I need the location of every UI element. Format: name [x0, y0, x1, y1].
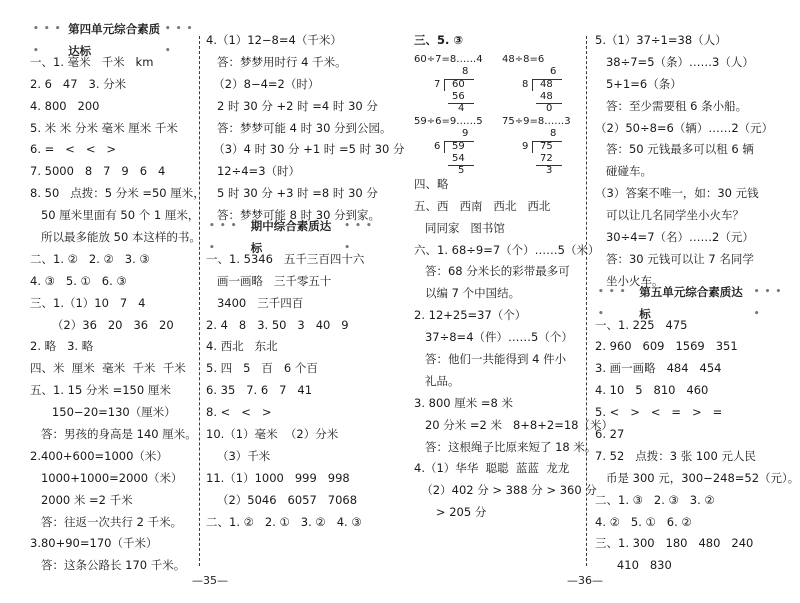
- answer-line: 答：梦梦可能 4 时 30 分到公园。: [206, 120, 392, 135]
- answer-line: 二、1. ② 2. ① 3. ② 4. ③: [206, 514, 362, 529]
- long-division: [414, 116, 498, 176]
- answer-line: 4. 西北 东北: [206, 339, 278, 354]
- page-number: —35—: [192, 574, 228, 587]
- division-bracket-side: [532, 79, 533, 91]
- section-header-three: 三、5. ③: [414, 33, 464, 47]
- division-equation: 59÷6=9……5: [414, 115, 483, 127]
- answer-line: 碰碰车。: [595, 164, 652, 179]
- answer-line: 答：50 元钱最多可以租 6 辆: [595, 142, 754, 157]
- answer-line: 四、略: [414, 176, 449, 191]
- answer-line: 答：梦梦可能 8 时 30 分到家。: [206, 208, 381, 223]
- section-title-text: 第五单元综合素质达标: [639, 284, 743, 321]
- remainder: 0: [546, 102, 553, 114]
- page-number: —36—: [567, 574, 603, 587]
- answer-line: 六、1. 68÷9=7（个）……5（米）: [414, 242, 600, 257]
- answer-line: 答：30 元钱可以让 7 名同学: [595, 251, 754, 266]
- answer-line: > 205 分: [414, 505, 487, 520]
- answer-line: 2. 略 3. 略: [30, 339, 94, 354]
- answer-line: （2）8−4=2（时）: [206, 76, 320, 91]
- division-bracket-side: [444, 141, 445, 153]
- answer-line: 150−20=130（厘米）: [30, 405, 176, 420]
- section-title-text: 期中综合素质达标: [250, 219, 332, 255]
- product: 56: [452, 90, 465, 102]
- answer-line: 5.（1）37÷1=38（人）: [595, 33, 727, 47]
- answer-line: 2000 米 =2 千米: [30, 492, 133, 507]
- section-title-text: 第四单元综合素质达标: [68, 22, 161, 58]
- answer-line: 3. 800 厘米 =8 米: [414, 395, 513, 410]
- answer-line: 37÷8=4（件）……5（个）: [414, 330, 573, 345]
- answer-line: 二、1. ② 2. ② 3. ③: [30, 251, 150, 266]
- answer-line: 7. 52 点拨：3 张 100 元人民: [595, 448, 756, 463]
- answer-line: 3. 画一画略 484 454: [595, 361, 722, 376]
- division-bracket-side: [444, 79, 445, 91]
- long-division: [502, 116, 586, 176]
- answer-line: 5+1=6（条）: [595, 76, 682, 91]
- remainder: 3: [546, 164, 553, 176]
- product: 48: [540, 90, 553, 102]
- answer-line: 6. 27: [595, 427, 625, 442]
- answer-line: （2）402 分 > 388 分 > 360 分: [414, 483, 597, 498]
- answer-line: 410 830: [595, 558, 672, 573]
- answer-line: 三、1.（1）10 7 4: [30, 295, 146, 310]
- dividend: 60: [452, 78, 465, 90]
- page35-left-column: [30, 22, 205, 577]
- answer-line: 7. 5000 8 7 9 6 4: [30, 164, 166, 179]
- answer-line: 坐小火车。: [595, 273, 664, 288]
- quotient: 8: [462, 65, 469, 77]
- answer-line: （3）4 时 30 分 +1 时 =5 时 30 分: [206, 142, 405, 157]
- page35-right-column: [206, 30, 405, 533]
- long-division: [502, 54, 586, 114]
- long-division: [414, 54, 498, 114]
- answer-line: 5. 米 米 分米 毫米 厘米 千米: [30, 120, 178, 135]
- answer-line: 6. = < < >: [30, 142, 117, 157]
- answer-line: 12÷4=3（时）: [206, 164, 301, 179]
- answer-line: 10.（1）毫米 （2）分米: [206, 427, 339, 442]
- quotient: 6: [550, 65, 557, 77]
- page-36: [400, 0, 800, 603]
- division-bracket-side: [532, 141, 533, 153]
- quotient: 9: [462, 127, 469, 139]
- division-equation: 75÷9=8……3: [502, 115, 571, 127]
- answer-line: 一、1. 5346 五千三百四十六: [206, 251, 365, 266]
- answer-line: 画一画略 三千零五十: [206, 273, 332, 288]
- answer-line: 3400 三千四百: [206, 295, 304, 310]
- dots-decoration: • • • •: [164, 24, 194, 56]
- answer-line: （2）5046 6057 7068: [206, 492, 358, 507]
- column-divider: [199, 36, 200, 566]
- division-equation: 60÷7=8……4: [414, 53, 483, 65]
- answer-line: 币是 300 元，300−248=52（元）。: [595, 470, 800, 485]
- answer-line: 答：梦梦用时行 4 千米。: [206, 54, 347, 69]
- answer-line: 30÷4=7（名）……2（元）: [595, 230, 754, 245]
- divisor: 9: [522, 140, 529, 152]
- answer-line: 一、1. 225 475: [595, 317, 688, 332]
- answer-line: 四、米 厘米 毫米 千米 千米: [30, 361, 186, 376]
- dividend: 48: [540, 78, 553, 90]
- answer-line: 五、西 西南 西北 西北: [414, 198, 551, 213]
- dividend: 59: [452, 140, 465, 152]
- answer-line: 2. 12+25=37（个）: [414, 308, 527, 323]
- answer-line: 可以让几名同学坐小火车？: [595, 208, 744, 223]
- answer-line: 答：男孩的身高是 140 厘米。: [30, 427, 197, 442]
- quotient: 8: [550, 127, 557, 139]
- answer-line: 3.80+90=170（千米）: [30, 536, 158, 551]
- answer-line: 2. 960 609 1569 351: [595, 339, 738, 354]
- answer-line: （2）36 20 36 20: [30, 317, 174, 332]
- answer-line: 5. 四 5 百 6 个百: [206, 361, 318, 376]
- dots-decoration: • • • •: [33, 24, 62, 56]
- answer-line: 4.（1）12−8=4（千米）: [206, 33, 342, 47]
- page36-right-column: [595, 30, 800, 577]
- answer-line: 答：68 分米长的彩带最多可: [414, 264, 570, 279]
- answer-line: 礼品。: [414, 373, 460, 388]
- dots-decoration: • • • •: [344, 221, 373, 253]
- dividend: 75: [540, 140, 553, 152]
- section-title: [595, 284, 795, 321]
- divisor: 6: [434, 140, 441, 152]
- section-title: [206, 219, 386, 255]
- divisor: 8: [522, 78, 529, 90]
- answer-line: 2. 4 8 3. 50 3 40 9: [206, 317, 349, 332]
- division-equation: 48÷8=6: [502, 53, 545, 65]
- answer-line: 4. ② 5. ① 6. ②: [595, 514, 692, 529]
- answer-line: 8. < < >: [206, 405, 272, 420]
- answer-line: 1000+1000=2000（米）: [30, 470, 183, 485]
- answer-line: 8. 50 点拨：5 分米 =50 厘米，: [30, 186, 205, 201]
- answer-line: 11.（1）1000 999 998: [206, 470, 350, 485]
- answer-line: 答：他们一共能得到 4 件小: [414, 352, 567, 367]
- section-title: [30, 22, 200, 58]
- divisor: 7: [434, 78, 441, 90]
- answer-line: （2）50÷8=6（辆）……2（元）: [595, 120, 774, 135]
- answer-line: 答：至少需要租 6 条小船。: [595, 98, 748, 113]
- dots-decoration: • • • •: [209, 221, 238, 253]
- answer-line: 以编 7 个中国结。: [414, 286, 521, 301]
- long-division-grid: [414, 54, 584, 174]
- answer-line: 4. 10 5 810 460: [595, 383, 709, 398]
- answer-line: 50 厘米里面有 50 个 1 厘米，: [30, 208, 200, 223]
- answer-line: 三、1. 300 180 480 240: [595, 536, 754, 551]
- dots-decoration: • • • •: [753, 286, 783, 319]
- answer-line: 4. ③ 5. ① 6. ③: [30, 273, 127, 288]
- answer-line: 2.400+600=1000（米）: [30, 448, 168, 463]
- answer-line: 2. 6 47 3. 分米: [30, 76, 127, 91]
- answer-line: 答：这条公路长 170 千米。: [30, 558, 186, 573]
- answer-line: （3）千米: [206, 448, 271, 463]
- answer-line: 38÷7=5（条）……3（人）: [595, 54, 754, 69]
- answer-line: 5 时 30 分 +3 时 =8 时 30 分: [206, 186, 378, 201]
- answer-line: 4.（1）华华 聪聪 蓝蓝 龙龙: [414, 461, 570, 476]
- answer-line: 答：往返一次共行 2 千米。: [30, 514, 183, 529]
- answer-line: 同同家 图书馆: [414, 220, 505, 235]
- product: 54: [452, 152, 465, 164]
- answer-line: 5. < > < = > =: [595, 405, 723, 420]
- dots-decoration: • • • •: [598, 286, 627, 319]
- answer-line: 6. 35 7. 6 7 41: [206, 383, 313, 398]
- column-divider: [586, 36, 587, 566]
- answer-line: 五、1. 15 分米 =150 厘米: [30, 383, 171, 398]
- answer-line: 2 时 30 分 +2 时 =4 时 30 分: [206, 98, 378, 113]
- answer-line: 4. 800 200: [30, 98, 100, 113]
- remainder: 4: [458, 102, 465, 114]
- product: 72: [540, 152, 553, 164]
- answer-line: 二、1. ③ 2. ③ 3. ②: [595, 492, 715, 507]
- remainder: 5: [458, 164, 465, 176]
- answer-line: （3）答案不唯一，如：30 元钱: [595, 186, 759, 201]
- answer-line: 所以最多能放 50 本这样的书。: [30, 230, 201, 245]
- answer-line: 20 分米 =2 米 8+8+2=18（米）: [414, 417, 613, 432]
- answer-line: 一、1. 毫米 千米 km: [30, 54, 154, 69]
- answer-line: 答：这根绳子比原来短了 18 米。: [414, 439, 597, 454]
